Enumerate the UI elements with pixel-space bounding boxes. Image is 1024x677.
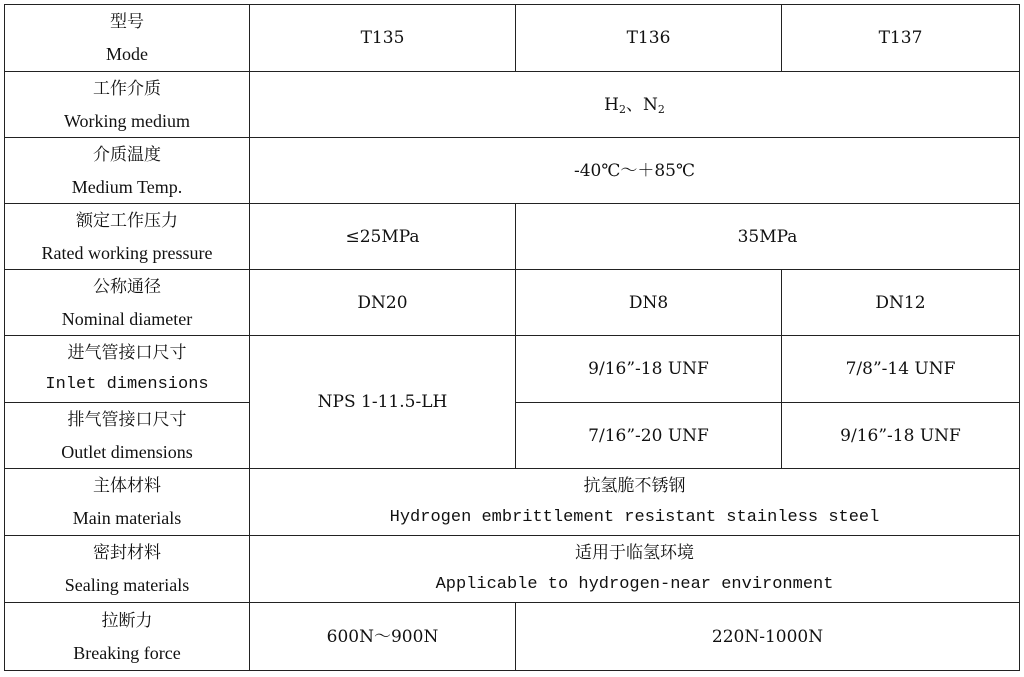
value-working-medium — [250, 72, 1020, 138]
label-main-materials-en: Main materials — [72, 508, 182, 528]
value-main-materials-cn: 抗氢脆不锈钢 — [583, 476, 686, 496]
value-breaking-force-t136-t137: 220N-1000N — [516, 603, 1020, 671]
label-rated-pressure — [5, 204, 250, 270]
value-rated-pressure-t135: ≤25MPa — [250, 204, 516, 270]
label-rated-pressure-en: Rated working pressure — [41, 242, 213, 263]
label-main-materials — [5, 469, 250, 536]
table-row-medium-temp — [5, 138, 1020, 204]
label-model — [5, 5, 250, 72]
label-inlet-dimensions — [5, 336, 250, 403]
value-sealing-materials-en: Applicable to hydrogen-near environment — [435, 575, 834, 594]
label-rated-pressure-cn: 额定工作压力 — [76, 210, 178, 231]
value-inlet-dimensions-t136: 9/16”-18 UNF — [516, 336, 782, 403]
label-model-en: Mode — [106, 44, 148, 64]
label-breaking-force-cn: 拉断力 — [101, 610, 153, 631]
label-working-medium-en: Working medium — [63, 110, 191, 131]
table-row-rated-pressure — [5, 204, 1020, 270]
value-working-medium-n-sub: 2 — [657, 102, 665, 116]
label-sealing-materials-cn: 密封材料 — [93, 543, 161, 563]
label-nominal-diameter-en: Nominal diameter — [61, 308, 193, 329]
label-working-medium-cn: 工作介质 — [93, 78, 161, 99]
value-nominal-diameter-t136: DN8 — [516, 270, 782, 336]
value-sealing-materials — [250, 536, 1020, 603]
value-inlet-dimensions-t137: 7/8”-14 UNF — [782, 336, 1020, 403]
label-model-cn: 型号 — [110, 12, 144, 32]
value-nominal-diameter-t137: DN12 — [782, 270, 1020, 336]
value-breaking-force-t135: 600N～900N — [250, 603, 516, 671]
label-nominal-diameter-cn: 公称通径 — [93, 276, 161, 297]
model-t137: T137 — [782, 5, 1020, 72]
spec-table — [4, 4, 1020, 671]
label-outlet-dimensions — [5, 403, 250, 469]
table-row-model — [5, 5, 1020, 72]
label-sealing-materials — [5, 536, 250, 603]
label-inlet-dimensions-en: Inlet dimensions — [45, 375, 209, 394]
label-outlet-dimensions-cn: 排气管接口尺寸 — [67, 409, 187, 430]
label-medium-temp-en: Medium Temp. — [71, 176, 183, 197]
value-medium-temp: -40℃～＋85℃ — [250, 138, 1020, 204]
value-working-medium-h-sub: 2 — [618, 102, 626, 116]
value-working-medium-h: H — [604, 94, 619, 115]
label-main-materials-cn: 主体材料 — [93, 476, 161, 496]
model-t136: T136 — [516, 5, 782, 72]
value-sealing-materials-cn: 适用于临氢环境 — [575, 543, 694, 563]
table-row-sealing-materials — [5, 536, 1020, 603]
label-nominal-diameter — [5, 270, 250, 336]
value-outlet-dimensions-t137: 9/16”-18 UNF — [782, 403, 1020, 469]
value-working-medium-sep: 、N — [625, 94, 658, 115]
label-breaking-force-en: Breaking force — [73, 642, 181, 663]
value-rated-pressure-t136-t137: 35MPa — [516, 204, 1020, 270]
table-row-nominal-diameter — [5, 270, 1020, 336]
label-medium-temp — [5, 138, 250, 204]
value-outlet-dimensions-t136: 7/16”-20 UNF — [516, 403, 782, 469]
label-working-medium — [5, 72, 250, 138]
value-main-materials — [250, 469, 1020, 536]
table-row-inlet-dimensions — [5, 336, 1020, 403]
value-nominal-diameter-t135: DN20 — [250, 270, 516, 336]
label-sealing-materials-en: Sealing materials — [64, 575, 190, 595]
table-row-main-materials — [5, 469, 1020, 536]
model-t135: T135 — [250, 5, 516, 72]
table-row-breaking-force — [5, 603, 1020, 671]
label-outlet-dimensions-en: Outlet dimensions — [61, 441, 193, 462]
value-main-materials-en: Hydrogen embrittlement resistant stainless steel — [389, 508, 880, 527]
table-row-working-medium — [5, 72, 1020, 138]
label-breaking-force — [5, 603, 250, 671]
label-inlet-dimensions-cn: 进气管接口尺寸 — [67, 343, 187, 363]
label-medium-temp-cn: 介质温度 — [93, 144, 161, 165]
value-inlet-outlet-t135: NPS 1-11.5-LH — [250, 336, 516, 469]
